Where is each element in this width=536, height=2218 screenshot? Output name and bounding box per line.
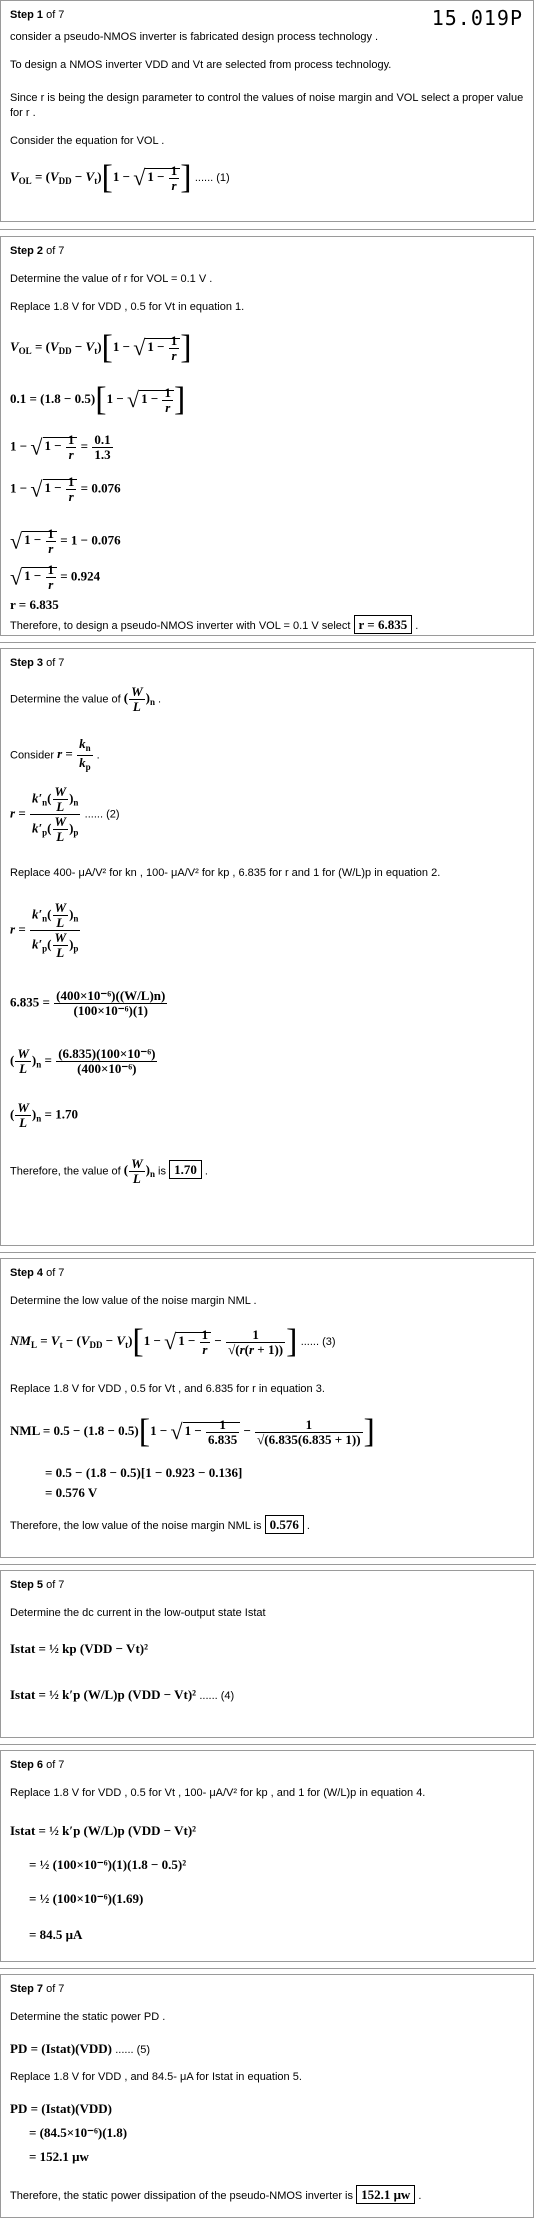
answer-box: 0.576 [265, 1515, 304, 1534]
equation-tag: ...... (5) [115, 2044, 151, 2056]
step-4-panel [0, 1258, 534, 1558]
step-3-line-2: Consider r = $\frac{k_n}{k_p}$ . [10, 736, 100, 772]
answer-box: 1.70 [169, 1160, 202, 1179]
equation-pd-restated: PD = (Istat)(VDD) [10, 2101, 112, 2116]
equation-istat-result: = 84.5 μA [29, 1927, 83, 1942]
step-7-conclusion: Therefore, the static power dissipation of the pseudo-NMOS inverter is 152.1 μw . [10, 2187, 422, 2202]
equation-pd-sub: = (84.5×10⁻⁶)(1.8) [29, 2125, 128, 2140]
step-1-line-3a: Since r is being the design parameter to control the values of noise margin and VOL select a proper value [10, 92, 524, 104]
step-7-panel [0, 1974, 534, 2218]
step-1-line-1: consider a pseudo-NMOS inverter is fabricated design process technology . [10, 31, 379, 43]
equation-numeric: 6.835 = $\frac{\text{(400×10⁻⁶)((W/L)n)}}{\text{(100×10⁻⁶)(1)}}$ [10, 988, 166, 1018]
equation-nml-result: = 0.576 V [45, 1485, 98, 1500]
step-7-line-1: Determine the static power PD . [10, 2011, 166, 2023]
equation-nml-sub: NML = 0.5 − (1.8 − 0.5)[1 − √ 1 − $\frac{1}{6.835}$ − $\frac{1}{√(6.835(6.835 + 1))}$ ] [10, 1413, 375, 1450]
equation-r-kratio-restated: r = $k'_n$( $\frac{W}{L}$ )$_n$ $k'_p$( $\frac{W}{L}$ )$_p$ [10, 900, 79, 960]
step-4-replace: Replace 1.8 V for VDD , 0.5 for Vt , and 6.835 for r in equation 3. [10, 1383, 325, 1395]
equation-tag: ...... (3) [300, 1335, 336, 1348]
equation-istat-sub: = ½ (100×10⁻⁶)(1)(1.8 − 0.5)² [29, 1857, 187, 1872]
step-3-header: Step 3 of 7 [10, 657, 65, 669]
step-1-line-3b: for r . [10, 107, 36, 119]
step-5-header: Step 5 of 7 [10, 1579, 65, 1591]
step-4-conclusion: Therefore, the low value of the noise margin NML is 0.576 . [10, 1517, 310, 1532]
equation-nml-step: = 0.5 − (1.8 − 0.5)[1 − 0.923 − 0.136] [45, 1465, 243, 1480]
step-4-header: Step 4 of 7 [10, 1267, 65, 1279]
step-2-line-1: Determine the value of r for VOL = 0.1 V . [10, 273, 213, 285]
equation-wl-result: ( $\frac{W}{L}$ )$_n = 1.70$ [10, 1100, 78, 1130]
step-1-line-4: Consider the equation for VOL . [10, 135, 165, 147]
step-5-panel [0, 1570, 534, 1738]
step-6-panel [0, 1750, 534, 1962]
equation-sqrt-1: √ 1 − $\frac{1}{r}$ = 1 − 0.076 [10, 526, 121, 556]
equation-tag: ...... (4) [199, 1690, 235, 1702]
equation-tag: ...... (1) [194, 171, 230, 184]
equation-tag: ...... (2) [84, 808, 120, 821]
equation-ratio: 1 − √ 1 − $\frac{1}{r}$ = $\frac{0.1}{1.3}$ [10, 432, 111, 462]
step-7-replace: Replace 1.8 V for VDD , and 84.5- μA for Istat in equation 5. [10, 2071, 302, 2083]
equation-pd-result: = 152.1 μw [29, 2149, 89, 2164]
step-7-header: Step 7 of 7 [10, 1983, 65, 1995]
step-6-replace: Replace 1.8 V for VDD , 0.5 for Vt , 100- μA/V² for kp , and 1 for (W/L)p in equation 4. [10, 1787, 426, 1799]
equation-sqrt-2: √ 1 − $\frac{1}{r}$ = 0.924 [10, 562, 101, 592]
equation-pd: PD = (Istat)(VDD) ...... (5) [10, 2041, 151, 2056]
step-2-panel [0, 236, 534, 636]
equation-076: 1 − √ 1 − $\frac{1}{r}$ = 0.076 [10, 474, 121, 504]
equation-vol-restated: $V_{OL} = (V_{DD} - V_t)[1$ − √ 1 − $\frac{1}{r}$ ] [10, 329, 192, 366]
equation-substituted: 0.1 = (1.8 − 0.5)[1 − √ 1 − $\frac{1}{r}$ ] [10, 381, 186, 418]
step-3-replace: Replace 400- μA/V² for kn , 100- μA/V² for kp , 6.835 for r and 1 for (W/L)p in equation 2. [10, 867, 441, 879]
equation-wl-solve: ( $\frac{W}{L}$ )$_n$ = $\frac{\text{(6.835)(100×10⁻⁶)}}{\text{(400×10⁻⁶)}}$ [10, 1046, 156, 1076]
step-1-header: Step 1 of 7 [10, 9, 65, 21]
step-2-header: Step 2 of 7 [10, 245, 65, 257]
equation-istat-restated: Istat = ½ k′p (W/L)p (VDD − Vt)² [10, 1823, 197, 1838]
step-2-line-2: Replace 1.8 V for VDD , 0.5 for Vt in equation 1. [10, 301, 245, 313]
equation-vol: $V_{OL} = (V_{DD} - V_t)[1$ − √ 1 − $\frac{1}{r}$ ] ...... (1) [10, 159, 230, 196]
problem-number: 15.019P [431, 6, 523, 30]
equation-istat-step: = ½ (100×10⁻⁶)(1.69) [29, 1891, 144, 1906]
step-4-line-1: Determine the low value of the noise margin NML . [10, 1295, 257, 1307]
step-2-conclusion: Therefore, to design a pseudo-NMOS inverter with VOL = 0.1 V select r = 6.835 . [10, 617, 419, 632]
step-3-panel [0, 648, 534, 1246]
answer-box: 152.1 μw [356, 2185, 415, 2204]
equation-nml: $NM_L = V_t - (V_{DD} - V_t)[1$ − √ 1 − $\frac{1}{r}$ − $\frac{1}{√(r(r + 1))}$ ] ...... (3) [10, 1323, 336, 1360]
equation-r-result: r = 6.835 [10, 597, 59, 612]
equation-istat-2: Istat = ½ k′p (W/L)p (VDD − Vt)² ...... (4) [10, 1687, 235, 1702]
step-1-panel [0, 0, 534, 222]
step-3-line-1: Determine the value of ( $\frac{W}{L}$ )$_n$ . [10, 684, 162, 714]
step-1-line-2: To design a NMOS inverter VDD and Vt are selected from process technology. [10, 59, 392, 71]
step-5-line-1: Determine the dc current in the low-output state Istat [10, 1607, 266, 1619]
answer-box: r = 6.835 [354, 615, 413, 634]
step-6-header: Step 6 of 7 [10, 1759, 65, 1771]
equation-istat-1: Istat = ½ kp (VDD − Vt)² [10, 1641, 149, 1656]
step-3-conclusion: Therefore, the value of ( $\frac{W}{L}$ )$_n$ is 1.70 . [10, 1156, 208, 1186]
equation-r-kratio: r = $k'_n$( $\frac{W}{L}$ )$_n$ $k'_p$( $\frac{W}{L}$ )$_p$ ...... (2) [10, 784, 120, 844]
